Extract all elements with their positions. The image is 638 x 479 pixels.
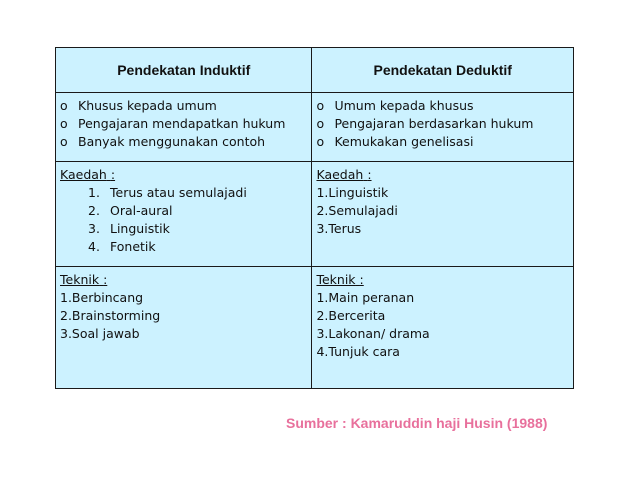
list-item: 3.Terus bbox=[316, 221, 362, 236]
header-deductive: Pendekatan Deduktif bbox=[312, 48, 574, 93]
list-item: 1.Main peranan bbox=[316, 290, 415, 305]
table-header-row bbox=[56, 48, 574, 93]
source-citation: Sumber : Kamaruddin haji Husin (1988) bbox=[286, 415, 548, 431]
table-row-techniques bbox=[56, 267, 574, 389]
list-item: 4. Fonetik bbox=[88, 239, 156, 254]
bullet-marker: o bbox=[60, 134, 68, 149]
list-item: 1.Berbincang bbox=[60, 290, 144, 305]
bullet-marker: o bbox=[60, 116, 68, 131]
techniques-heading: Teknik : bbox=[60, 272, 108, 287]
comparison-table bbox=[55, 47, 574, 389]
list-item: o Pengajaran mendapatkan hukum bbox=[60, 116, 286, 131]
list-item: o Pengajaran berdasarkan hukum bbox=[316, 116, 534, 131]
deductive-techniques-cell bbox=[312, 267, 574, 389]
techniques-heading: Teknik : bbox=[316, 272, 364, 287]
methods-heading: Kaedah : bbox=[316, 167, 372, 182]
list-item: o Banyak menggunakan contoh bbox=[60, 134, 266, 149]
list-item: o Khusus kepada umum bbox=[60, 98, 217, 113]
bullet-marker: o bbox=[316, 134, 325, 149]
list-item: o Umum kepada khusus bbox=[316, 98, 474, 113]
list-item: 3.Lakonan/ drama bbox=[316, 326, 430, 341]
list-item: 2. Oral-aural bbox=[88, 203, 173, 218]
deductive-methods-cell bbox=[312, 162, 574, 267]
inductive-methods-cell bbox=[56, 162, 312, 267]
list-item: o Kemukakan genelisasi bbox=[316, 134, 474, 149]
list-item: 3.Soal jawab bbox=[60, 326, 140, 341]
bullet-marker: o bbox=[316, 116, 325, 131]
list-item: 2.Semulajadi bbox=[316, 203, 398, 218]
list-item: 2.Bercerita bbox=[316, 308, 386, 323]
table-row-characteristics bbox=[56, 93, 574, 162]
list-item: 2.Brainstorming bbox=[60, 308, 161, 323]
inductive-characteristics-cell bbox=[56, 93, 312, 162]
table-row-methods bbox=[56, 162, 574, 267]
list-item: 4.Tunjuk cara bbox=[316, 344, 400, 359]
list-item: 1.Linguistik bbox=[316, 185, 389, 200]
deductive-characteristics-cell bbox=[312, 93, 574, 162]
header-inductive: Pendekatan Induktif bbox=[56, 48, 312, 93]
bullet-marker: o bbox=[60, 98, 68, 113]
list-item: 3. Linguistik bbox=[88, 221, 170, 236]
bullet-marker: o bbox=[316, 98, 325, 113]
inductive-techniques-cell bbox=[56, 267, 312, 389]
list-item: 1. Terus atau semulajadi bbox=[88, 185, 247, 200]
methods-heading: Kaedah : bbox=[60, 167, 116, 182]
